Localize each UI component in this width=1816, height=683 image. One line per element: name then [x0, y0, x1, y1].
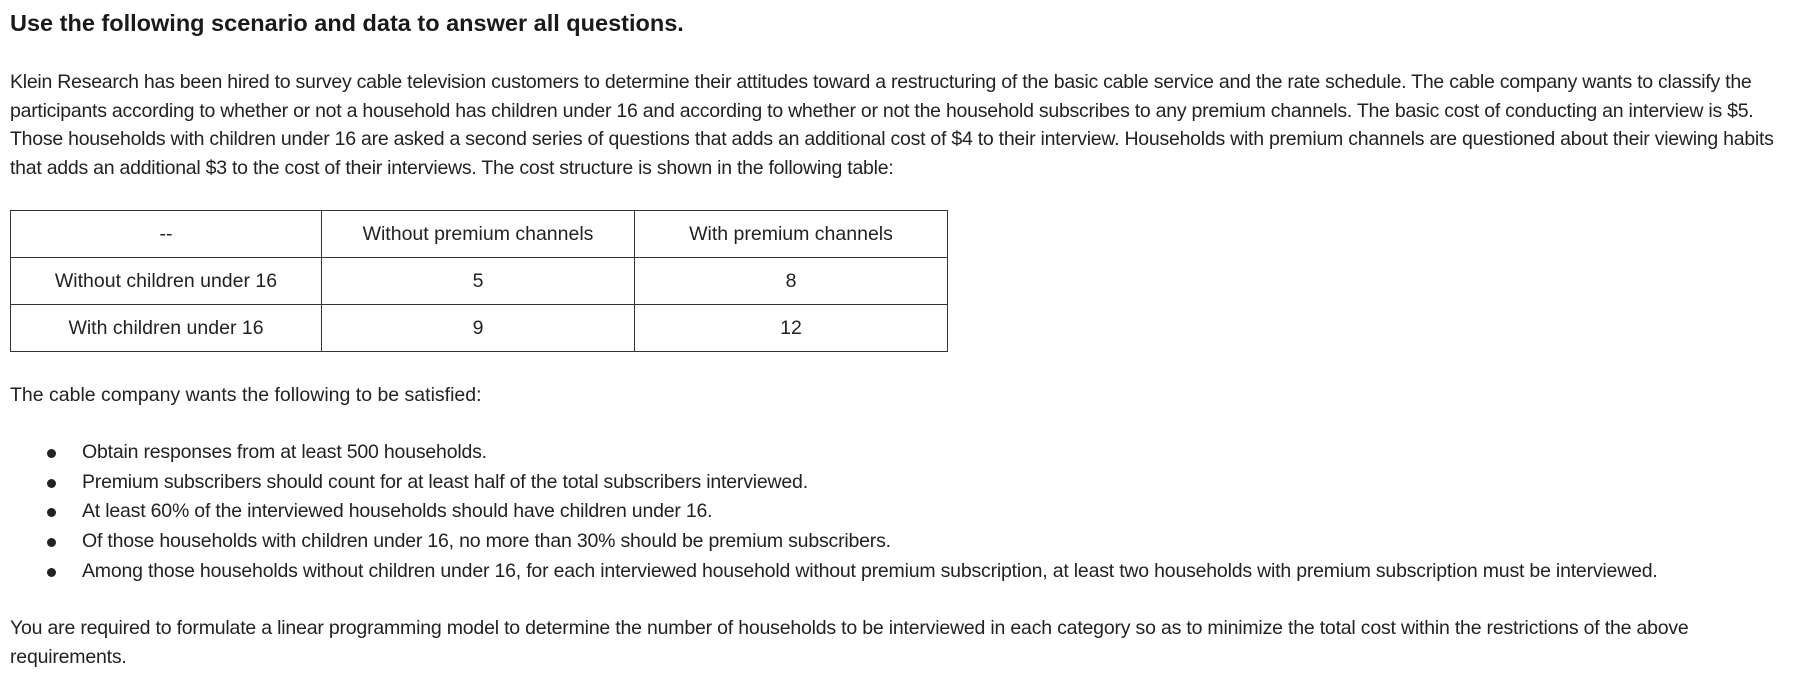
list-item-text: At least 60% of the interviewed households should have children under 16. [82, 500, 713, 523]
page-heading: Use the following scenario and data to answer all questions. [10, 10, 684, 36]
list-item [10, 557, 1658, 587]
table-header-cell: Without premium channels [322, 211, 635, 258]
table-row [11, 305, 948, 352]
list-item-text: Premium subscribers should count for at least half of the total subscribers interviewed. [82, 470, 808, 493]
list-item [10, 438, 1658, 468]
list-item-text: Of those households with children under 16, no more than 30% should be premium subscribers. [82, 530, 891, 553]
table-cell: 5 [322, 258, 635, 305]
row-label-cell: Without children under 16 [11, 258, 322, 305]
table-cell: 8 [635, 258, 948, 305]
scenario-paragraph: Klein Research has been hired to survey cable television customers to determine their attitudes toward a restructuring of the basic cable service and the rate schedule. The cable company wants to classify the participants according to whether or not a household has children under 16 and according to whether or not the household subscribes to any premium channels. The basic cost of conducting an interview is $5. Those households with children under 16 are asked a second series of questions that adds an additional cost of $4 to their interview. Households with premium channels are questioned about their viewing habits that adds an additional $3 to the cost of their interviews. The cost structure is shown in the following table: [10, 71, 1774, 179]
task-paragraph: You are required to formulate a linear programming model to determine the number of households to be interviewed in each category so as to minimize the total cost within the restrictions of the above requirements. [10, 617, 1689, 668]
bullet-icon [47, 449, 56, 458]
bullet-icon [47, 538, 56, 547]
row-label-cell: With children under 16 [11, 305, 322, 352]
table-cell: 12 [635, 305, 948, 352]
list-item [10, 468, 1658, 498]
bullet-icon [47, 479, 56, 488]
table-cell: 9 [322, 305, 635, 352]
table-header-cell: -- [11, 211, 322, 258]
requirements-intro: The cable company wants the following to be satisfied: [10, 384, 482, 406]
bullet-icon [47, 568, 56, 577]
table-header-row [11, 211, 948, 258]
bullet-icon [47, 508, 56, 517]
requirements-list [10, 438, 1658, 587]
table-header-cell: With premium channels [635, 211, 948, 258]
list-item [10, 527, 1658, 557]
list-item-text: Among those households without children under 16, for each interviewed household without premium subscription, at least two households with premium subscription must be interviewed. [82, 559, 1658, 582]
table-row [11, 258, 948, 305]
cost-table [10, 210, 948, 352]
list-item [10, 497, 1658, 527]
list-item-text: Obtain responses from at least 500 households. [82, 441, 487, 463]
